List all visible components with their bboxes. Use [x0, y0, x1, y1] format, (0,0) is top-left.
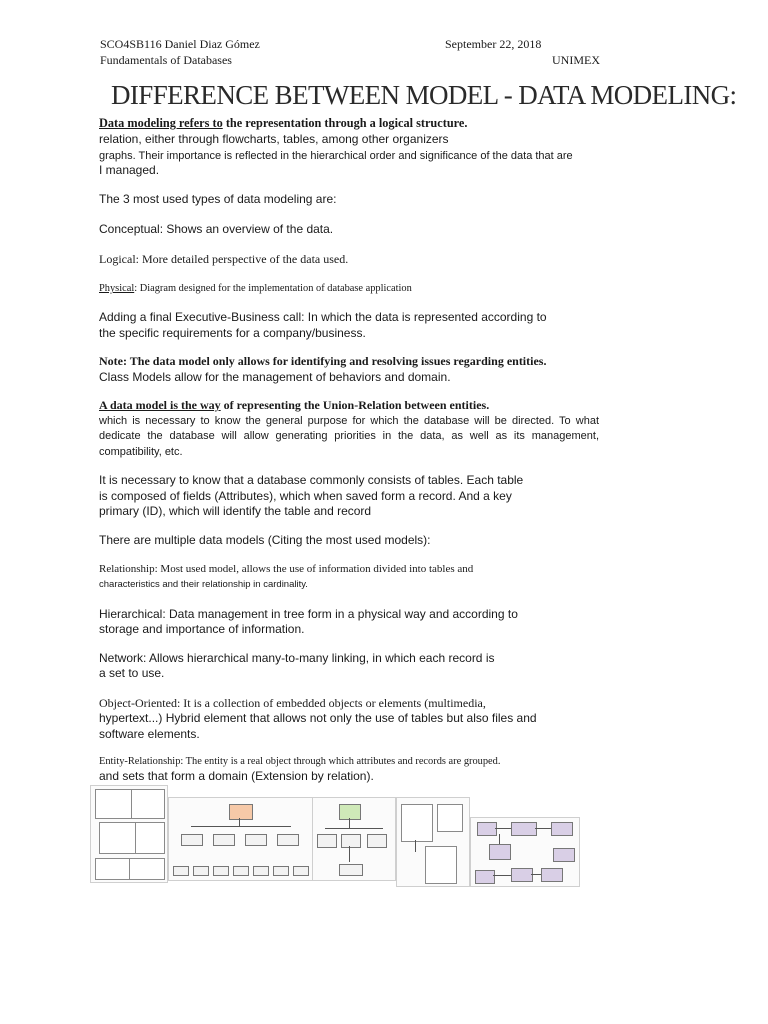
- hierarchical-link: [191, 826, 291, 827]
- network-link: [349, 818, 350, 828]
- network-link: [325, 828, 383, 829]
- er-entity: [541, 868, 563, 882]
- model-object-line-1: Object-Oriented: It is a collection of embedded objects or elements (multimedia,: [99, 695, 486, 710]
- type-conceptual: Conceptual: Shows an overview of the data.: [99, 222, 334, 236]
- tables-line-3: primary (ID), which will identify the table and record: [99, 504, 372, 518]
- data-model-body: which is necessary to know the general purpose for which the database will be directed. To what dedicate the database will allow generating priorities in the data, as well as its management, compatibility, etc.: [99, 414, 599, 458]
- types-intro: The 3 most used types of data modeling are:: [99, 191, 337, 206]
- relational-table-6: [129, 858, 165, 880]
- model-er-line-1: Entity-Relationship: The entity is a real object through which attributes and records are grouped.: [99, 756, 501, 767]
- object-class-box: [401, 804, 433, 842]
- hierarchical-node: [213, 834, 235, 846]
- hierarchical-leaf: [293, 866, 309, 876]
- relational-table-1: [95, 789, 133, 819]
- model-object-line-3: software elements.: [99, 726, 200, 741]
- er-link: [531, 874, 541, 875]
- model-er-line-2: and sets that form a domain (Extension by relation).: [99, 769, 374, 783]
- type-logical: Logical: More detailed perspective of the data used.: [99, 251, 349, 266]
- hierarchical-leaf: [173, 866, 189, 876]
- network-root-node: [339, 804, 361, 820]
- executive-line-1: Adding a final Executive-Business call: In which the data is represented according to: [99, 310, 547, 324]
- type-physical-rest: : Diagram designed for the implementation of database application: [134, 283, 412, 294]
- hierarchical-node: [277, 834, 299, 846]
- relational-table-5: [95, 858, 131, 880]
- executive-line-2: the specific requirements for a company/business.: [99, 325, 366, 340]
- network-link: [349, 846, 350, 862]
- intro-heading: [99, 116, 599, 132]
- model-network-line-2: a set to use.: [99, 666, 165, 680]
- tables-line-1: It is necessary to know that a database commonly consists of tables. Each table: [99, 473, 524, 487]
- hierarchical-leaf: [213, 866, 229, 876]
- relational-table-3: [99, 822, 137, 854]
- er-link: [493, 875, 511, 876]
- er-link: [495, 828, 511, 829]
- er-entity: [489, 844, 511, 860]
- note-bold: Note: The data model only allows for identifying and resolving issues regarding entities.: [99, 354, 547, 368]
- type-physical: [99, 282, 599, 296]
- document-header-right: [445, 36, 605, 68]
- er-entity: [551, 822, 573, 836]
- hierarchical-node: [181, 834, 203, 846]
- institution-name: UNIMEX: [552, 53, 600, 67]
- er-link: [535, 828, 551, 829]
- tables-line-2: is composed of fields (Attributes), which when saved form a record. And a key: [99, 488, 512, 503]
- er-entity: [477, 822, 497, 836]
- note-line-2: Class Models allow for the management of behaviors and domain.: [99, 369, 451, 384]
- data-model-heading-rest: of representing the Union-Relation between entities.: [220, 398, 490, 412]
- type-physical-label: Physical: [99, 283, 135, 294]
- network-node: [317, 834, 337, 848]
- hierarchical-node: [245, 834, 267, 846]
- er-link: [499, 834, 500, 844]
- intro-line-2: relation, either through flowcharts, tables, among other organizers: [99, 131, 449, 146]
- object-class-box: [425, 846, 457, 884]
- hierarchical-leaf: [233, 866, 249, 876]
- model-network-line-1: Network: Allows hierarchical many-to-many linking, in which each record is: [99, 650, 495, 665]
- er-entity: [553, 848, 575, 862]
- model-relationship-line-2: characteristics and their relationship in cardinality.: [99, 579, 308, 590]
- course-code-author: SCO4SB116 Daniel Diaz Gómez: [100, 37, 260, 51]
- object-oriented-figure: [396, 797, 470, 887]
- network-node: [339, 864, 363, 876]
- intro-heading-underlined: Data modeling refers to: [99, 116, 223, 130]
- document-date: September 22, 2018: [445, 37, 542, 51]
- hierarchical-model-figure: [168, 797, 316, 881]
- multi-models-intro: There are multiple data models (Citing the most used models):: [99, 532, 431, 547]
- model-object-line-2: hypertext...) Hybrid element that allows not only the use of tables but also files and: [99, 711, 537, 725]
- object-link: [415, 840, 416, 852]
- data-model-heading-underlined: A data model is the way: [99, 398, 221, 412]
- model-hierarchical-line-2: storage and importance of information.: [99, 622, 305, 636]
- model-hierarchical-line-1: Hierarchical: Data management in tree form in a physical way and according to: [99, 606, 518, 621]
- subject-name: Fundamentals of Databases: [100, 53, 232, 67]
- document-body: [99, 116, 599, 785]
- relational-model-figure: [90, 785, 168, 883]
- page-title: DIFFERENCE BETWEEN MODEL - DATA MODELING:: [111, 80, 737, 110]
- object-class-box: [437, 804, 463, 832]
- model-relationship-line-1: Relationship: Most used model, allows the use of information divided into tables and: [99, 563, 474, 575]
- intro-line-4: I managed.: [99, 163, 160, 177]
- relational-table-2: [131, 789, 165, 819]
- data-model-heading: [99, 398, 599, 414]
- entity-relationship-figure: [470, 817, 580, 887]
- er-entity: [511, 822, 537, 836]
- hierarchical-root-node: [229, 804, 253, 820]
- hierarchical-leaf: [193, 866, 209, 876]
- network-node: [367, 834, 387, 848]
- relational-table-4: [135, 822, 165, 854]
- document-header-left: [100, 36, 260, 68]
- intro-heading-rest: the representation through a logical structure.: [222, 116, 468, 130]
- hierarchical-link: [239, 818, 240, 826]
- hierarchical-leaf: [273, 866, 289, 876]
- er-entity: [475, 870, 495, 884]
- er-entity: [511, 868, 533, 882]
- intro-line-3: graphs. Their importance is reflected in the hierarchical order and significance of the data that are: [99, 150, 573, 162]
- network-node: [341, 834, 361, 848]
- hierarchical-leaf: [253, 866, 269, 876]
- network-model-figure: [312, 797, 396, 881]
